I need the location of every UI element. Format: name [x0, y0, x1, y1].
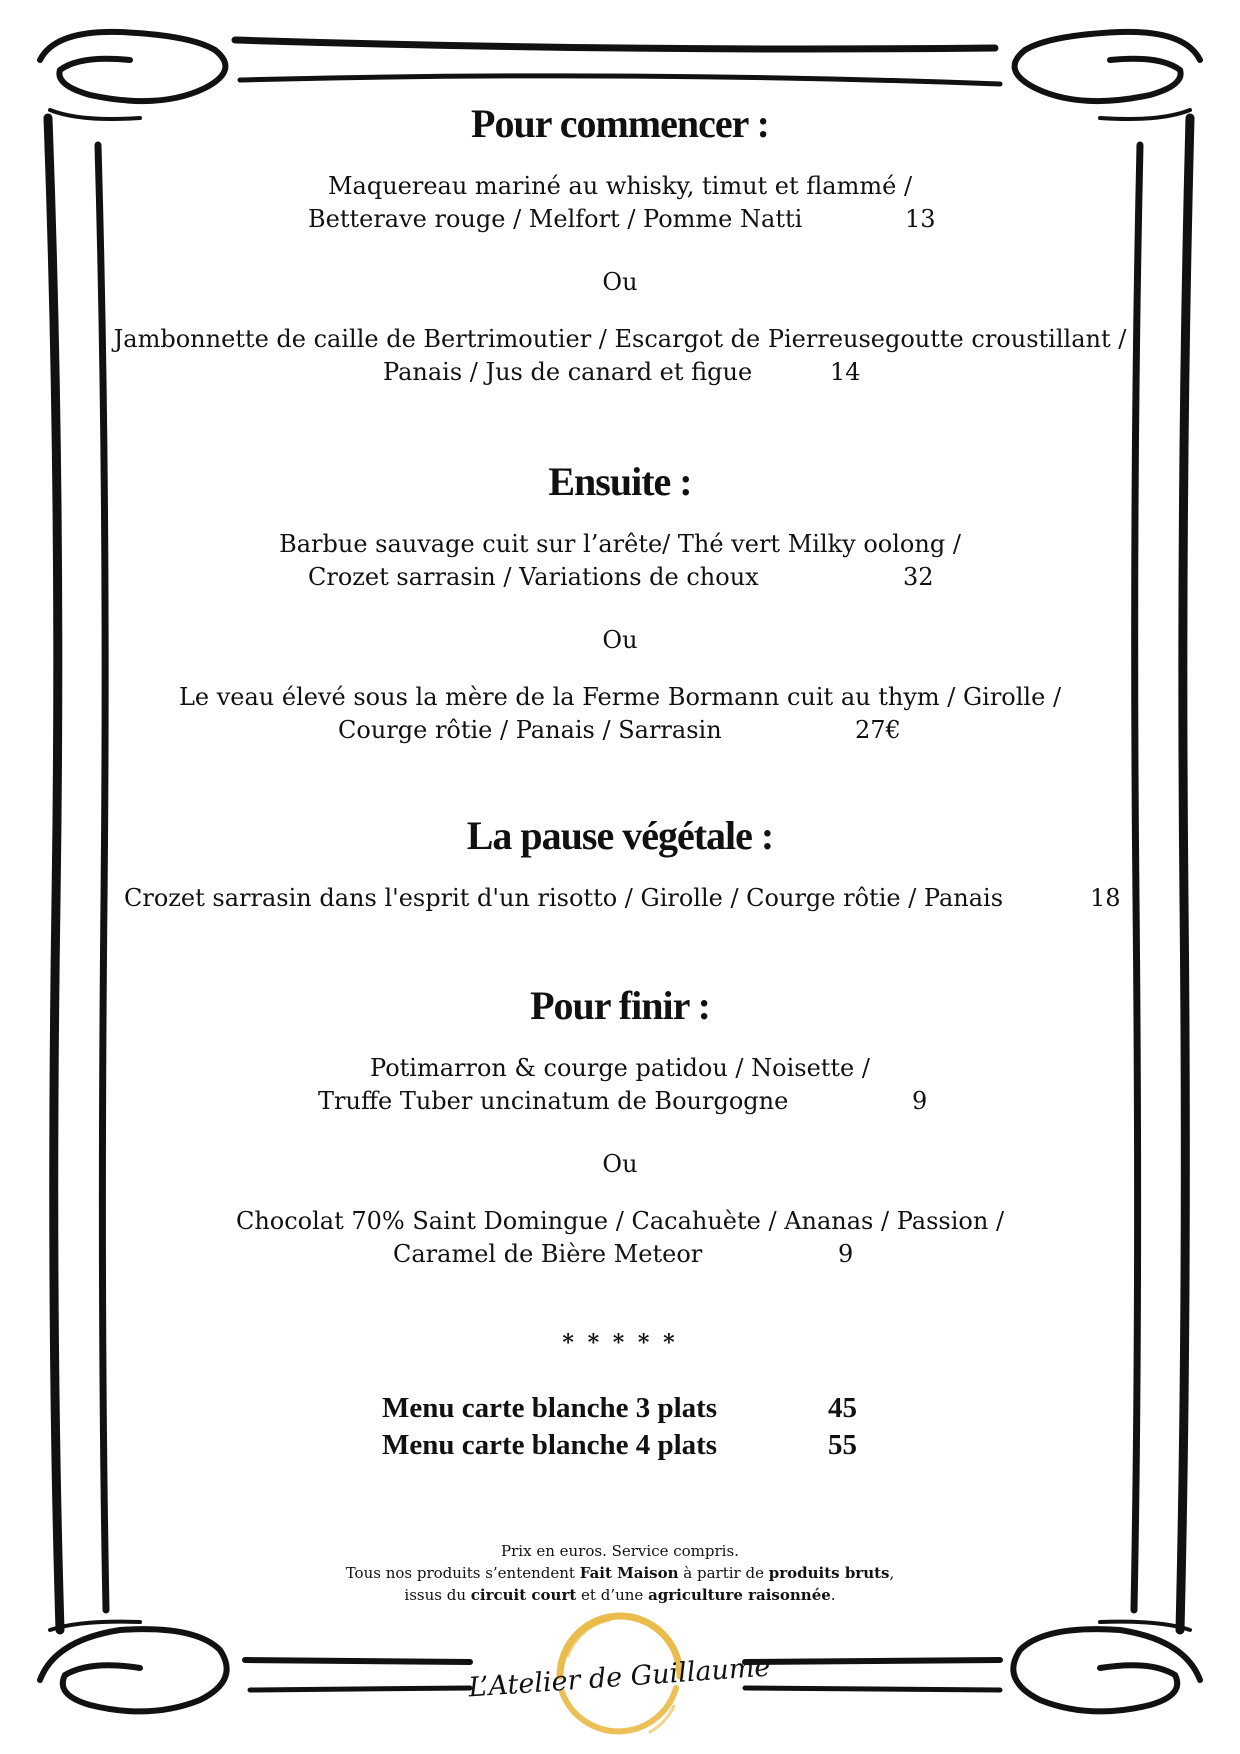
main-1-line-1: Barbue sauvage cuit sur l’arête/ Thé vert Milky oolong / [279, 530, 961, 558]
dessert-2-desc: Caramel de Bière Meteor [393, 1240, 703, 1268]
logo-text: L’Atelier de Guillaume [467, 1651, 772, 1704]
footer-sourcing-note [0, 1584, 1240, 1606]
footer-emphasis: agriculture raisonnée [648, 1586, 831, 1604]
or-label: Ou [602, 1150, 638, 1178]
dessert-1-line-1: Potimarron & courge patidou / Noisette / [370, 1054, 870, 1082]
footer-text: issus du [404, 1586, 471, 1604]
section-title-mains: Ensuite : [548, 459, 692, 504]
section-title-desserts: Pour finir : [530, 983, 710, 1028]
main-2-line-1: Le veau élevé sous la mère de la Ferme Bormann cuit au thym / Girolle / [178, 683, 1062, 711]
footer-text: et d’une [576, 1586, 649, 1604]
starter-2-desc: Panais / Jus de canard et figue [383, 358, 753, 386]
footer-text: Tous nos produits s’entendent [345, 1564, 580, 1582]
starter-1-line-1: Maquereau mariné au whisky, timut et flammé / [327, 172, 913, 200]
footer-products-note [0, 1562, 1240, 1584]
section-title-starters: Pour commencer : [471, 101, 769, 146]
footer-text: , [889, 1564, 895, 1582]
veggie-price: 18 [1090, 884, 1121, 912]
starter-2-price: 14 [830, 358, 861, 386]
main-1-price: 32 [903, 563, 934, 591]
dessert-1-desc: Truffe Tuber uncinatum de Bourgogne [318, 1087, 789, 1115]
footer-text: . [830, 1586, 836, 1604]
dessert-1-line-2 [0, 1085, 1240, 1213]
formula-3-label: Menu carte blanche 3 plats [382, 1392, 718, 1424]
footer-text: à partir de [678, 1564, 769, 1582]
starter-1-price: 13 [905, 205, 936, 233]
main-1-line-2 [0, 561, 1240, 689]
formula-4-price: 55 [828, 1429, 857, 1461]
dessert-1-price: 9 [912, 1087, 928, 1115]
main-1-desc: Crozet sarrasin / Variations de choux [308, 563, 759, 591]
section-title-veggie: La pause végétale : [466, 813, 774, 858]
starter-1-desc: Betterave rouge / Melfort / Pomme Natti [308, 205, 803, 233]
dessert-2-price: 9 [838, 1240, 854, 1268]
veggie-desc: Crozet sarrasin dans l'esprit d'un risotto / Girolle / Courge rôtie / Panais [124, 884, 1004, 912]
formula-3-price: 45 [828, 1392, 857, 1424]
footer-emphasis: Fait Maison [579, 1564, 679, 1582]
dessert-2-line-1: Chocolat 70% Saint Domingue / Cacahuète / Ananas / Passion / [235, 1207, 1005, 1235]
starter-1-line-2 [0, 203, 1240, 331]
footer-emphasis: circuit court [470, 1586, 577, 1604]
footer-prices-note: Prix en euros. Service compris. [501, 1542, 739, 1560]
footer-emphasis: produits bruts [768, 1564, 890, 1582]
separator-stars: * * * * * [562, 1330, 678, 1356]
or-label: Ou [602, 268, 638, 296]
main-2-desc: Courge rôtie / Panais / Sarrasin [338, 716, 722, 744]
starter-2-line-1: Jambonnette de caille de Bertrimoutier / Escargot de Pierreusegoutte croustillant / [113, 325, 1127, 353]
restaurant-logo [467, 1606, 772, 1746]
or-label: Ou [602, 626, 638, 654]
formula-4-label: Menu carte blanche 4 plats [382, 1429, 718, 1461]
main-2-price: 27€ [855, 716, 901, 744]
